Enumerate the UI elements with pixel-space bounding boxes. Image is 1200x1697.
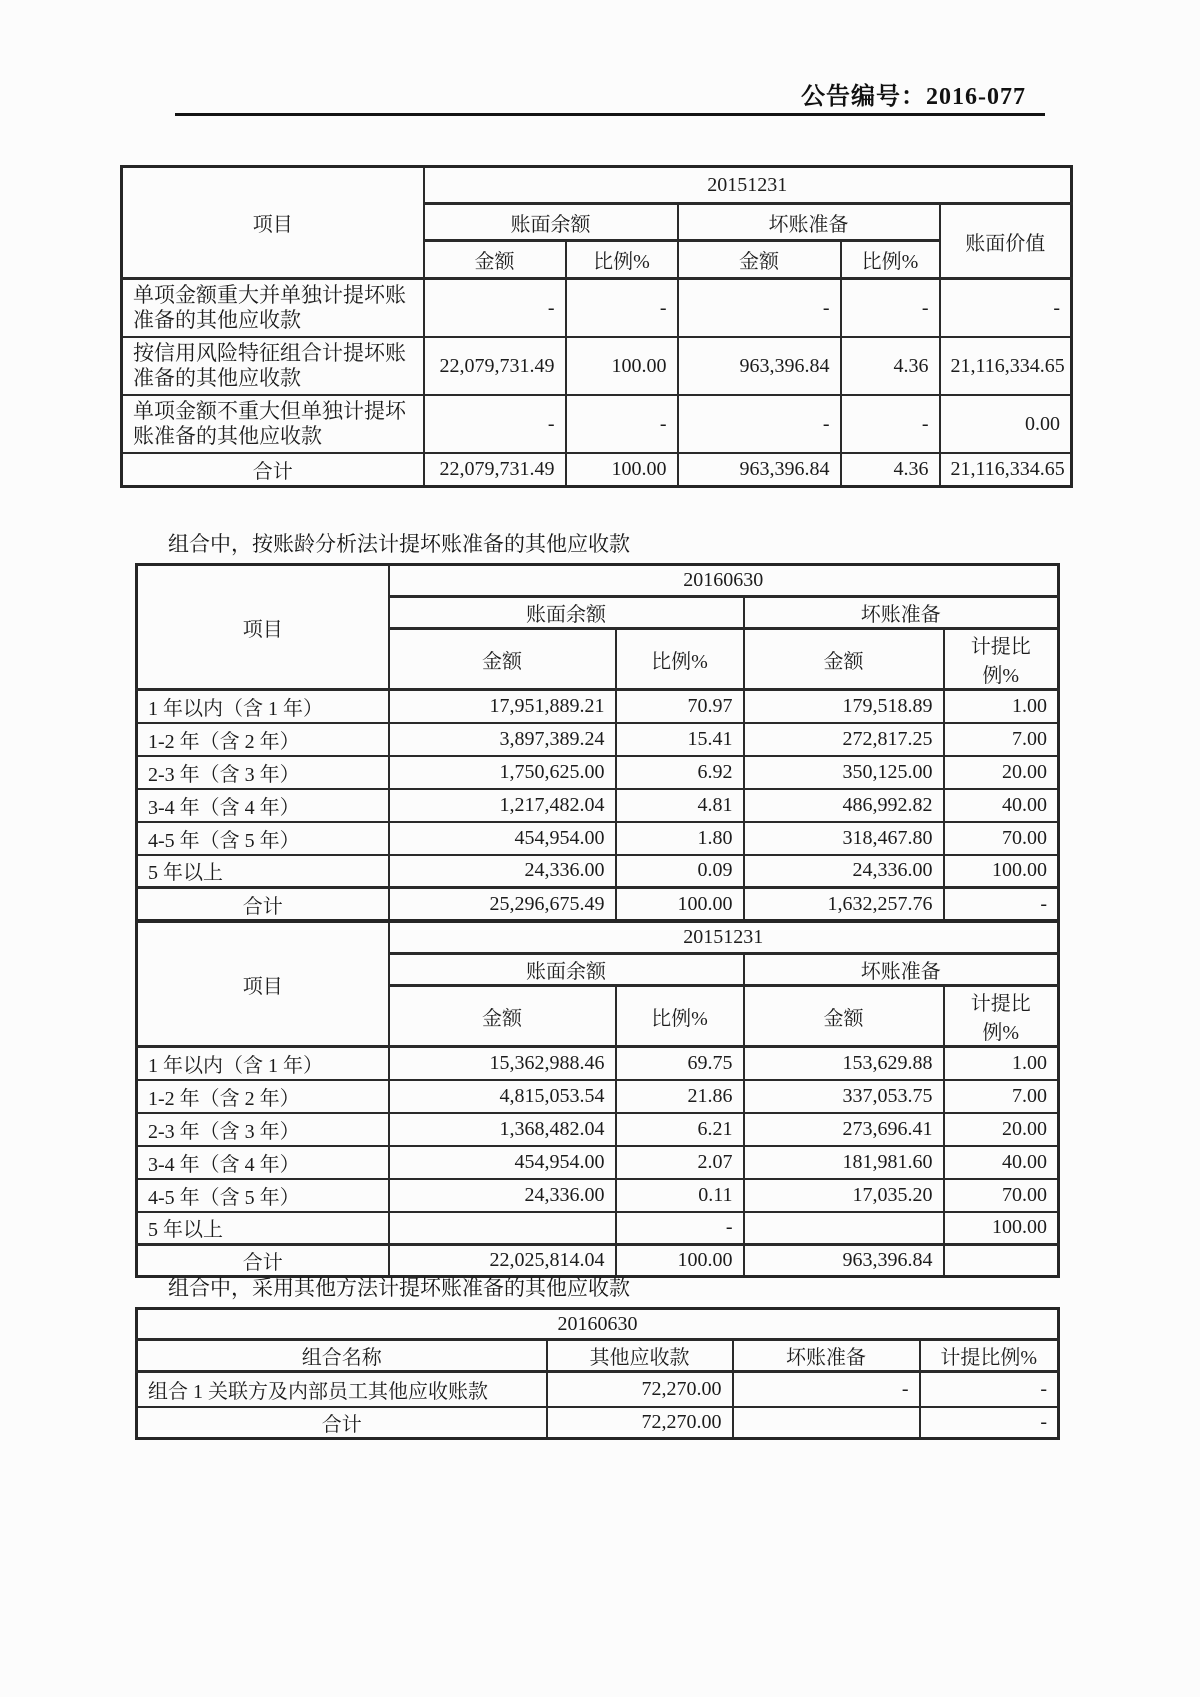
table-row bbox=[137, 1372, 1059, 1407]
value-cell: 1,750,625.00 bbox=[389, 756, 616, 789]
value-cell: 17,951,889.21 bbox=[389, 690, 616, 723]
value-cell: 20.00 bbox=[944, 1113, 1059, 1146]
period-header: 20151231 bbox=[389, 922, 1059, 954]
col-header-amount: 金额 bbox=[744, 986, 944, 1047]
value-cell: 7.00 bbox=[944, 723, 1059, 756]
item-cell: 3-4 年（含 4 年） bbox=[137, 1146, 389, 1179]
value-cell: 7.00 bbox=[944, 1080, 1059, 1113]
value-cell: 69.75 bbox=[616, 1047, 744, 1080]
value-cell: 22,079,731.49 bbox=[424, 453, 566, 486]
value-cell: 4,815,053.54 bbox=[389, 1080, 616, 1113]
item-cell: 3-4 年（含 4 年） bbox=[137, 789, 389, 822]
col-header-amount: 金额 bbox=[389, 986, 616, 1047]
value-cell bbox=[944, 1245, 1059, 1277]
period-header: 20160630 bbox=[137, 1309, 1059, 1340]
col-header-group-name: 组合名称 bbox=[137, 1340, 547, 1372]
col-header-bad-debt: 坏账准备 bbox=[733, 1340, 920, 1372]
value-cell: 100.00 bbox=[616, 1245, 744, 1277]
total-label-cell: 合计 bbox=[137, 1245, 389, 1277]
value-cell: 6.92 bbox=[616, 756, 744, 789]
section-heading-other-method: 组合中，采用其他方法计提坏账准备的其他应收款 bbox=[168, 1276, 630, 1300]
value-cell: 22,079,731.49 bbox=[424, 337, 566, 395]
table-row bbox=[137, 1212, 1059, 1245]
table-row bbox=[122, 337, 1072, 395]
col-header-item: 项目 bbox=[137, 565, 389, 690]
value-cell: - bbox=[920, 1372, 1059, 1407]
col-header-bad-debt: 坏账准备 bbox=[678, 204, 940, 241]
item-cell: 1-2 年（含 2 年） bbox=[137, 1080, 389, 1113]
value-cell: - bbox=[940, 279, 1072, 338]
value-cell: 100.00 bbox=[944, 855, 1059, 888]
value-cell: - bbox=[566, 279, 678, 338]
value-cell: - bbox=[424, 395, 566, 453]
col-header-book-balance: 账面余额 bbox=[389, 954, 744, 986]
value-cell: 1.80 bbox=[616, 822, 744, 855]
col-header-book-balance: 账面余额 bbox=[424, 204, 678, 241]
value-cell: - bbox=[566, 395, 678, 453]
table-row bbox=[137, 1080, 1059, 1113]
col-header-amount: 金额 bbox=[424, 241, 566, 279]
aging-analysis-table-20151231 bbox=[135, 920, 1060, 1278]
value-cell: 4.81 bbox=[616, 789, 744, 822]
value-cell: 100.00 bbox=[566, 337, 678, 395]
value-cell: - bbox=[944, 888, 1059, 921]
value-cell: 3,897,389.24 bbox=[389, 723, 616, 756]
value-cell: 70.00 bbox=[944, 1179, 1059, 1212]
value-cell: 20.00 bbox=[944, 756, 1059, 789]
value-cell: 70.97 bbox=[616, 690, 744, 723]
total-label-cell: 合计 bbox=[137, 1407, 547, 1439]
col-header-bad-debt: 坏账准备 bbox=[744, 597, 1059, 629]
value-cell: 2.07 bbox=[616, 1146, 744, 1179]
value-cell: 22,025,814.04 bbox=[389, 1245, 616, 1277]
value-cell: - bbox=[841, 395, 940, 453]
value-cell: 1,632,257.76 bbox=[744, 888, 944, 921]
value-cell: 179,518.89 bbox=[744, 690, 944, 723]
item-cell: 4-5 年（含 5 年） bbox=[137, 822, 389, 855]
item-cell: 5 年以上 bbox=[137, 855, 389, 888]
table-row bbox=[137, 1113, 1059, 1146]
value-cell: 0.09 bbox=[616, 855, 744, 888]
item-cell: 1 年以内（含 1 年） bbox=[137, 1047, 389, 1080]
value-cell bbox=[733, 1407, 920, 1439]
table-row bbox=[122, 279, 1072, 338]
col-header-accrual-ratio: 计提比例% bbox=[944, 986, 1059, 1047]
total-row bbox=[122, 453, 1072, 486]
value-cell: 486,992.82 bbox=[744, 789, 944, 822]
total-label-cell: 合计 bbox=[137, 888, 389, 921]
doc-number: 公告编号：2016-077 bbox=[801, 84, 1026, 110]
item-cell: 单项金额不重大但单独计提坏账准备的其他应收款 bbox=[122, 395, 424, 453]
table-row bbox=[137, 565, 1059, 597]
value-cell: 72,270.00 bbox=[547, 1407, 733, 1439]
value-cell: - bbox=[920, 1407, 1059, 1439]
col-header-ratio: 比例% bbox=[841, 241, 940, 279]
item-cell: 按信用风险特征组合计提坏账准备的其他应收款 bbox=[122, 337, 424, 395]
value-cell: 454,954.00 bbox=[389, 822, 616, 855]
total-row bbox=[137, 888, 1059, 921]
value-cell: 318,467.80 bbox=[744, 822, 944, 855]
value-cell: 1,217,482.04 bbox=[389, 789, 616, 822]
value-cell: - bbox=[841, 279, 940, 338]
value-cell bbox=[744, 1212, 944, 1245]
item-cell: 4-5 年（含 5 年） bbox=[137, 1179, 389, 1212]
value-cell: 21,116,334.65 bbox=[940, 337, 1072, 395]
value-cell: 40.00 bbox=[944, 789, 1059, 822]
period-header: 20160630 bbox=[389, 565, 1059, 597]
value-cell: 153,629.88 bbox=[744, 1047, 944, 1080]
item-cell: 2-3 年（含 3 年） bbox=[137, 756, 389, 789]
table-row bbox=[137, 789, 1059, 822]
table-row bbox=[137, 1047, 1059, 1080]
value-cell: 0.11 bbox=[616, 1179, 744, 1212]
value-cell: 272,817.25 bbox=[744, 723, 944, 756]
col-header-item: 项目 bbox=[122, 167, 424, 279]
value-cell: 17,035.20 bbox=[744, 1179, 944, 1212]
table-row bbox=[137, 1340, 1059, 1372]
value-cell: 24,336.00 bbox=[389, 855, 616, 888]
value-cell: 350,125.00 bbox=[744, 756, 944, 789]
col-header-item: 项目 bbox=[137, 922, 389, 1047]
col-header-ratio: 比例% bbox=[566, 241, 678, 279]
total-label-cell: 合计 bbox=[122, 453, 424, 486]
value-cell: 1.00 bbox=[944, 1047, 1059, 1080]
value-cell: 963,396.84 bbox=[678, 337, 841, 395]
value-cell: 6.21 bbox=[616, 1113, 744, 1146]
value-cell: 24,336.00 bbox=[744, 855, 944, 888]
value-cell: 24,336.00 bbox=[389, 1179, 616, 1212]
col-header-other-receivables: 其他应收款 bbox=[547, 1340, 733, 1372]
value-cell: - bbox=[733, 1372, 920, 1407]
value-cell: 25,296,675.49 bbox=[389, 888, 616, 921]
col-header-ratio: 比例% bbox=[616, 629, 744, 690]
table-row bbox=[137, 855, 1059, 888]
value-cell: 70.00 bbox=[944, 822, 1059, 855]
value-cell bbox=[389, 1212, 616, 1245]
value-cell: - bbox=[678, 395, 841, 453]
col-header-book-balance: 账面余额 bbox=[389, 597, 744, 629]
value-cell: 4.36 bbox=[841, 337, 940, 395]
aging-analysis-table-20160630 bbox=[135, 563, 1060, 922]
table-row bbox=[137, 690, 1059, 723]
other-method-table bbox=[135, 1307, 1060, 1440]
value-cell: 963,396.84 bbox=[678, 453, 841, 486]
table-row bbox=[122, 395, 1072, 453]
value-cell: - bbox=[616, 1212, 744, 1245]
value-cell: 15,362,988.46 bbox=[389, 1047, 616, 1080]
col-header-ratio: 比例% bbox=[616, 986, 744, 1047]
value-cell: 4.36 bbox=[841, 453, 940, 486]
header-rule bbox=[175, 113, 1045, 116]
item-cell: 组合 1 关联方及内部员工其他应收账款 bbox=[137, 1372, 547, 1407]
table-row bbox=[137, 756, 1059, 789]
value-cell: 15.41 bbox=[616, 723, 744, 756]
table-row bbox=[137, 723, 1059, 756]
value-cell: 21.86 bbox=[616, 1080, 744, 1113]
col-header-accrual-ratio: 计提比例% bbox=[920, 1340, 1059, 1372]
total-row bbox=[137, 1407, 1059, 1439]
col-header-book-value: 账面价值 bbox=[940, 204, 1072, 279]
item-cell: 5 年以上 bbox=[137, 1212, 389, 1245]
item-cell: 单项金额重大并单独计提坏账准备的其他应收款 bbox=[122, 279, 424, 338]
value-cell: 100.00 bbox=[566, 453, 678, 486]
value-cell: 21,116,334.65 bbox=[940, 453, 1072, 486]
period-header: 20151231 bbox=[424, 167, 1072, 204]
provision-category-table bbox=[120, 165, 1073, 488]
value-cell: 100.00 bbox=[944, 1212, 1059, 1245]
item-cell: 1 年以内（含 1 年） bbox=[137, 690, 389, 723]
item-cell: 1-2 年（含 2 年） bbox=[137, 723, 389, 756]
item-cell: 2-3 年（含 3 年） bbox=[137, 1113, 389, 1146]
table-row bbox=[137, 922, 1059, 954]
value-cell: 100.00 bbox=[616, 888, 744, 921]
value-cell: 40.00 bbox=[944, 1146, 1059, 1179]
col-header-amount: 金额 bbox=[389, 629, 616, 690]
table-row bbox=[137, 1179, 1059, 1212]
value-cell: 273,696.41 bbox=[744, 1113, 944, 1146]
value-cell: - bbox=[678, 279, 841, 338]
value-cell: 72,270.00 bbox=[547, 1372, 733, 1407]
value-cell: 963,396.84 bbox=[744, 1245, 944, 1277]
col-header-bad-debt: 坏账准备 bbox=[744, 954, 1059, 986]
table-row bbox=[137, 1309, 1059, 1340]
table-row bbox=[137, 822, 1059, 855]
col-header-amount: 金额 bbox=[744, 629, 944, 690]
col-header-amount: 金额 bbox=[678, 241, 841, 279]
section-heading-aging: 组合中，按账龄分析法计提坏账准备的其他应收款 bbox=[168, 532, 630, 556]
value-cell: 0.00 bbox=[940, 395, 1072, 453]
value-cell: 1,368,482.04 bbox=[389, 1113, 616, 1146]
table-row bbox=[122, 167, 1072, 204]
table-row bbox=[137, 1146, 1059, 1179]
value-cell: - bbox=[424, 279, 566, 338]
value-cell: 454,954.00 bbox=[389, 1146, 616, 1179]
value-cell: 1.00 bbox=[944, 690, 1059, 723]
value-cell: 337,053.75 bbox=[744, 1080, 944, 1113]
col-header-accrual-ratio: 计提比例% bbox=[944, 629, 1059, 690]
value-cell: 181,981.60 bbox=[744, 1146, 944, 1179]
